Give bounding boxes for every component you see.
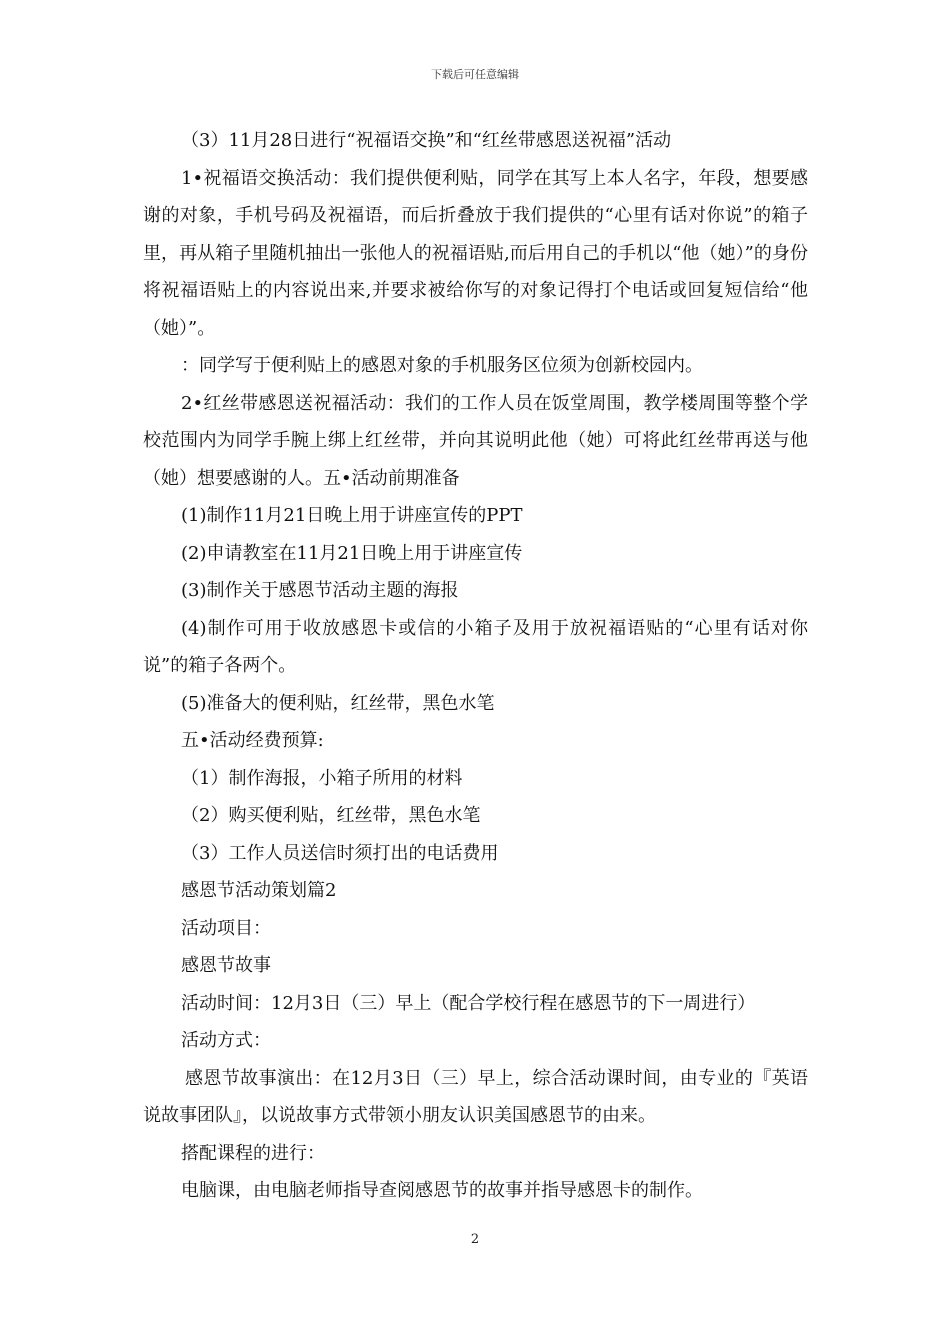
budget-heading: 五•活动经费预算: bbox=[181, 730, 324, 751]
prep-item-3: (3)制作关于感恩节活动主题的海报 bbox=[181, 580, 459, 601]
section-title-plan-2: 感恩节活动策划篇2 bbox=[181, 880, 337, 901]
paragraph-activity-3: （3）11月28日进行“祝福语交换”和“红丝带感恩送祝福”活动 bbox=[181, 130, 672, 151]
budget-item-2: （2）购买便利贴，红丝带，黑色水笔 bbox=[181, 805, 481, 826]
prep-item-5: (5)准备大的便利贴，红丝带，黑色水笔 bbox=[181, 692, 495, 714]
course-detail: 电脑课，由电脑老师指导查阅感恩节的故事并指导感恩卡的制作。 bbox=[181, 1180, 703, 1201]
activity-item-label: 活动项目： bbox=[181, 917, 271, 939]
paragraph-greeting-exchange: 1•祝福语交换活动：我们提供便利贴，同学在其写上本人名字，年段，想要感谢的对象，手机号码及祝福语，而后折叠放于我们提供的“心里有话对你说”的箱子里，再从箱子里随机抽出一张他人的祝福语贴,而后用自己的手机以“他（她）”的身份将祝福语贴上的内容说出来,并要求被给你写的对象记得打个电话或回复短信给“他（她）”。 bbox=[143, 167, 808, 339]
prep-item-4: (4)制作可用于收放感恩卡或信的小箱子及用于放祝福语贴的“心里有话对你说”的箱子各两个。 bbox=[143, 617, 808, 676]
page-number: 2 bbox=[470, 1232, 480, 1247]
prep-item-1: (1)制作11月21日晚上用于讲座宣传的PPT bbox=[181, 505, 523, 526]
document-body bbox=[143, 122, 808, 1210]
activity-item-value: 感恩节故事 bbox=[181, 955, 271, 976]
activity-method-label: 活动方式： bbox=[181, 1030, 271, 1051]
activity-method-detail: 感恩节故事演出：在12月3日（三）早上，综合活动课时间，由专业的『英语说故事团队』，以说故事方式带领小朋友认识美国感恩节的由来。 bbox=[143, 1067, 808, 1126]
page-header: 下载后可任意编辑 bbox=[431, 68, 519, 81]
paragraph-red-ribbon: 2•红丝带感恩送祝福活动：我们的工作人员在饭堂周围，教学楼周围等整个学校范围内为同学手腕上绑上红丝带，并向其说明此他（她）可将此红丝带再送与他（她）想要感谢的人。五•活动前期准备 bbox=[143, 392, 808, 489]
budget-item-1: （1）制作海报，小箱子所用的材料 bbox=[181, 767, 463, 789]
budget-item-3: （3）工作人员送信时须打出的电话费用 bbox=[181, 842, 499, 864]
prep-item-2: (2)申请教室在11月21日晚上用于讲座宣传 bbox=[181, 542, 523, 564]
activity-time: 活动时间：12月3日（三）早上（配合学校行程在感恩节的下一周进行） bbox=[181, 992, 756, 1014]
course-label: 搭配课程的进行： bbox=[181, 1142, 325, 1164]
paragraph-note: ：同学写于便利贴上的感恩对象的手机服务区位须为创新校园内。 bbox=[181, 355, 703, 376]
